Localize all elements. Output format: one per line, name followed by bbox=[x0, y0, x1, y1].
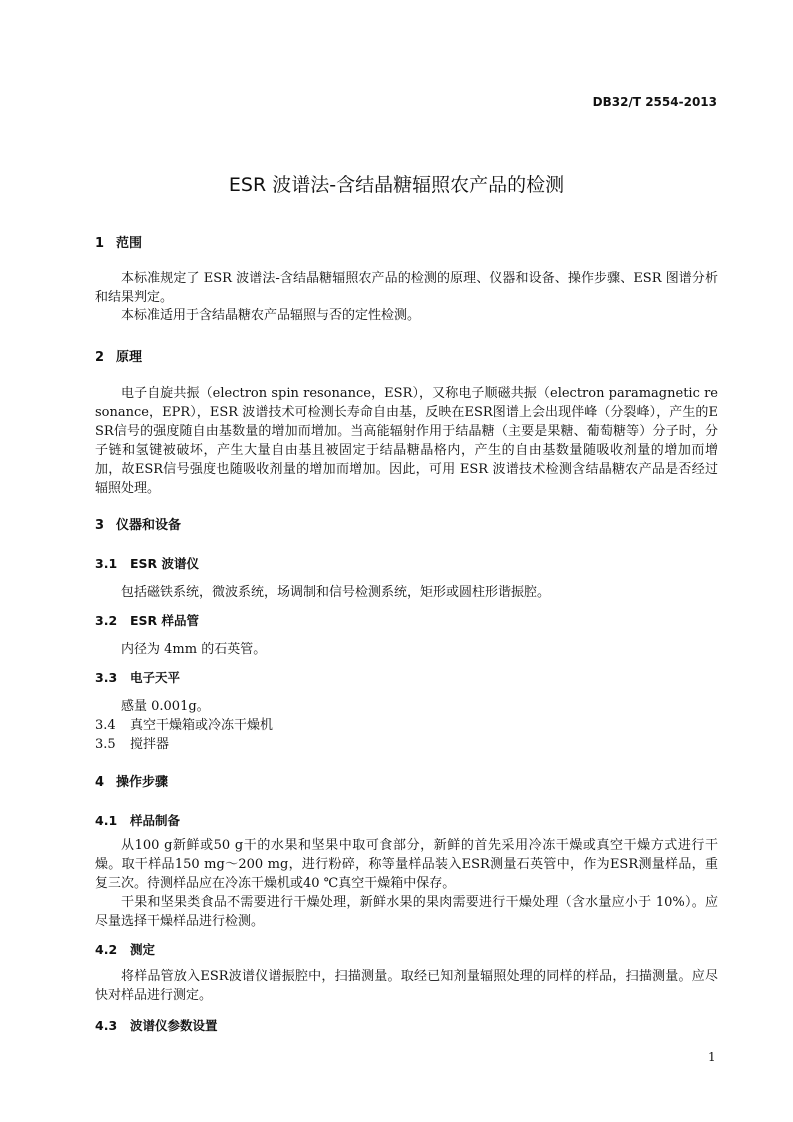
section-title: 操作步骤 bbox=[116, 775, 169, 790]
subsection-4-3-heading bbox=[95, 1016, 218, 1034]
subsection-number: 3.2 bbox=[95, 613, 118, 628]
section-1-heading bbox=[95, 232, 142, 251]
section-number: 3 bbox=[95, 518, 105, 533]
document-number: DB32/T 2554-2013 bbox=[592, 95, 717, 109]
subsection-3-2-text: 内径为 4mm 的石英管。 bbox=[121, 642, 267, 657]
sample-prep-paragraph-2: 干果和坚果类食品不需要进行干燥处理，新鲜水果的果肉需要进行干燥处理（含水量应小于 10%）。应尽量选择干燥样品进行检测。 bbox=[95, 895, 718, 929]
sample-prep-paragraph-1: 从100 g新鲜或50 g干的水果和坚果中取可食部分，新鲜的首先采用冷冻干燥或真空干燥方式进行干燥。取干样品150 mg～200 mg，进行粉碎，称等量样品装入ESR测量石英管中，作为ESR测量样品，重复三次。待测样品应在冷冻干燥机或40 ℃真空干燥箱中保存。 bbox=[95, 838, 718, 891]
section-number: 4 bbox=[95, 775, 105, 790]
subsection-number: 3.5 bbox=[95, 737, 116, 752]
subsection-title: ESR 波谱仪 bbox=[130, 556, 200, 571]
subsection-number: 3.3 bbox=[95, 670, 118, 685]
subsection-3-2-heading bbox=[95, 611, 199, 629]
measurement-paragraph: 将样品管放入ESR波谱仪谱振腔中，扫描测量。取经已知剂量辐照处理的同样的样品，扫描测量。应尽快对样品进行测定。 bbox=[95, 969, 718, 1003]
section-title: 范围 bbox=[116, 236, 143, 251]
section-title: 原理 bbox=[116, 350, 143, 365]
subsection-3-1-text: 包括磁铁系统，微波系统，场调制和信号检测系统，矩形或圆柱形谐振腔。 bbox=[121, 585, 551, 600]
subsection-title: 测定 bbox=[130, 942, 156, 957]
subsection-4-1-heading bbox=[95, 811, 180, 829]
subsection-title: ESR 样品管 bbox=[130, 613, 200, 628]
subsection-title: 波谱仪参数设置 bbox=[130, 1018, 218, 1033]
subsection-3-4-heading bbox=[95, 714, 273, 733]
subsection-number: 4.2 bbox=[95, 942, 118, 957]
section-number: 2 bbox=[95, 350, 105, 365]
scope-paragraph-1: 本标准规定了 ESR 波谱法-含结晶糖辐照农产品的检测的原理、仪器和设备、操作步骤、ESR 图谱分析和结果判定。 bbox=[95, 271, 718, 305]
scope-paragraph-2: 本标准适用于含结晶糖农产品辐照与否的定性检测。 bbox=[121, 308, 421, 323]
subsection-number: 3.4 bbox=[95, 718, 116, 733]
section-3-heading bbox=[95, 514, 181, 533]
section-2-heading bbox=[95, 346, 142, 365]
subsection-number: 3.1 bbox=[95, 556, 118, 571]
subsection-title: 样品制备 bbox=[130, 813, 181, 828]
subsection-3-3-heading bbox=[95, 668, 180, 686]
subsection-3-1-heading bbox=[95, 554, 199, 572]
document-title: ESR 波谱法-含结晶糖辐照农产品的检测 bbox=[228, 174, 565, 196]
principle-paragraph: 电子自旋共振（electron spin resonance，ESR），又称电子顺磁共振（electron paramagnetic resonance，EPR），ESR 波谱技术可检测长寿命自由基，反映在ESR图谱上会出现伴峰（分裂峰），产生的ESR信号的强度随自由基数量的增加而增加。当高能辐射作用于结晶糖（主要是果糖、葡萄糖等）分子时，分子链和氢键被破坏，产生大量自由基且被固定于结晶糖晶格内，产生的自由基数量随吸收剂量的增加而增加，故ESR信号强度也随吸收剂量的增加而增加。因此，可用 ESR 波谱技术检测含结晶糖农产品是否经过辐照处理。 bbox=[95, 386, 718, 496]
subsection-3-5-heading bbox=[95, 733, 169, 752]
subsection-4-2-heading bbox=[95, 940, 155, 958]
subsection-title: 搅拌器 bbox=[130, 737, 170, 752]
page-number: 1 bbox=[708, 1050, 716, 1064]
subsection-number: 4.3 bbox=[95, 1018, 118, 1033]
subsection-title: 真空干燥箱或冷冻干燥机 bbox=[130, 718, 274, 733]
subsection-3-3-text: 感量 0.001g。 bbox=[121, 699, 210, 714]
section-title: 仪器和设备 bbox=[116, 518, 182, 533]
section-number: 1 bbox=[95, 236, 105, 251]
subsection-number: 4.1 bbox=[95, 813, 118, 828]
section-4-heading bbox=[95, 771, 168, 790]
subsection-title: 电子天平 bbox=[130, 670, 181, 685]
